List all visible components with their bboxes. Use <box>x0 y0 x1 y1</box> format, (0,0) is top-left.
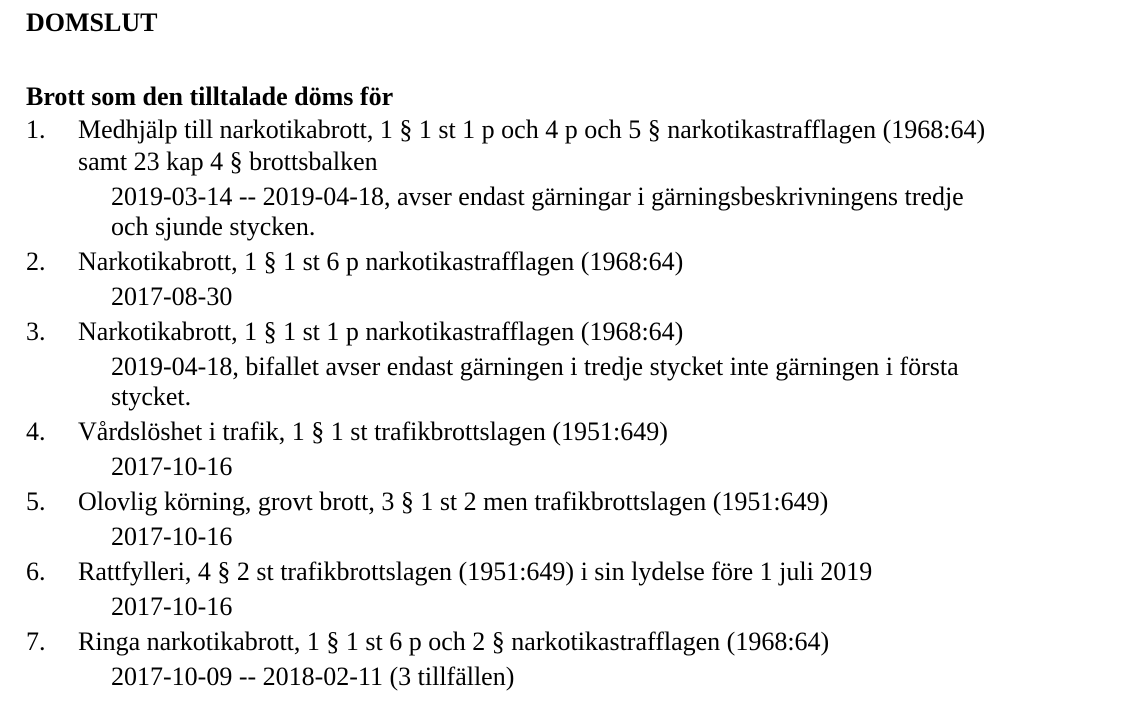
item-number: 3. <box>26 317 46 346</box>
item-number: 2. <box>26 247 46 276</box>
detail-line: stycket. <box>111 382 192 411</box>
item-number: 4. <box>26 417 46 446</box>
charge-detail: 2017-10-16 <box>111 452 233 481</box>
charge-text: Medhjälp till narkotikabrott, 1 § 1 st 1 p och 4 p och 5 § narkotikastrafflagen (1968:64) <box>78 115 986 144</box>
charge-detail: 2017-10-16 <box>111 592 233 621</box>
list-item <box>26 486 1137 552</box>
charge-detail <box>78 182 1058 242</box>
list-item <box>26 114 1137 242</box>
charge-text: Narkotikabrott, 1 § 1 st 1 p narkotikastrafflagen (1968:64) <box>78 317 684 346</box>
list-item <box>26 316 1137 412</box>
document-heading: DOMSLUT <box>26 8 158 37</box>
charge-text: Vårdslöshet i trafik, 1 § 1 st trafikbrottslagen (1951:649) <box>78 417 668 446</box>
detail-line: och sjunde stycken. <box>111 212 316 241</box>
charge-detail: 2017-10-16 <box>111 522 233 551</box>
detail-line: 2019-03-14 -- 2019-04-18, avser endast gärningar i gärningsbeskrivningens tredje <box>111 182 964 211</box>
item-number: 5. <box>26 487 46 516</box>
charge-detail <box>78 352 1058 412</box>
item-number: 7. <box>26 627 46 656</box>
detail-line: 2019-04-18, bifallet avser endast gärningen i tredje stycket inte gärningen i första <box>111 352 959 381</box>
section-title: Brott som den tilltalade döms för <box>26 82 394 111</box>
list-item <box>26 626 1137 692</box>
item-number: 6. <box>26 557 46 586</box>
list-item <box>26 246 1137 312</box>
item-number: 1. <box>26 115 46 144</box>
charge-list <box>26 114 1137 692</box>
charge-detail: 2017-08-30 <box>111 282 233 311</box>
charge-text-continued: samt 23 kap 4 § brottsbalken <box>78 147 378 176</box>
list-item <box>26 416 1137 482</box>
charge-text: Rattfylleri, 4 § 2 st trafikbrottslagen (1951:649) i sin lydelse före 1 juli 2019 <box>78 557 873 586</box>
list-item <box>26 556 1137 622</box>
charge-detail: 2017-10-09 -- 2018-02-11 (3 tillfällen) <box>111 662 515 691</box>
charge-text: Narkotikabrott, 1 § 1 st 6 p narkotikastrafflagen (1968:64) <box>78 247 684 276</box>
charge-text: Olovlig körning, grovt brott, 3 § 1 st 2 men trafikbrottslagen (1951:649) <box>78 487 829 516</box>
charge-text: Ringa narkotikabrott, 1 § 1 st 6 p och 2 § narkotikastrafflagen (1968:64) <box>78 627 830 656</box>
